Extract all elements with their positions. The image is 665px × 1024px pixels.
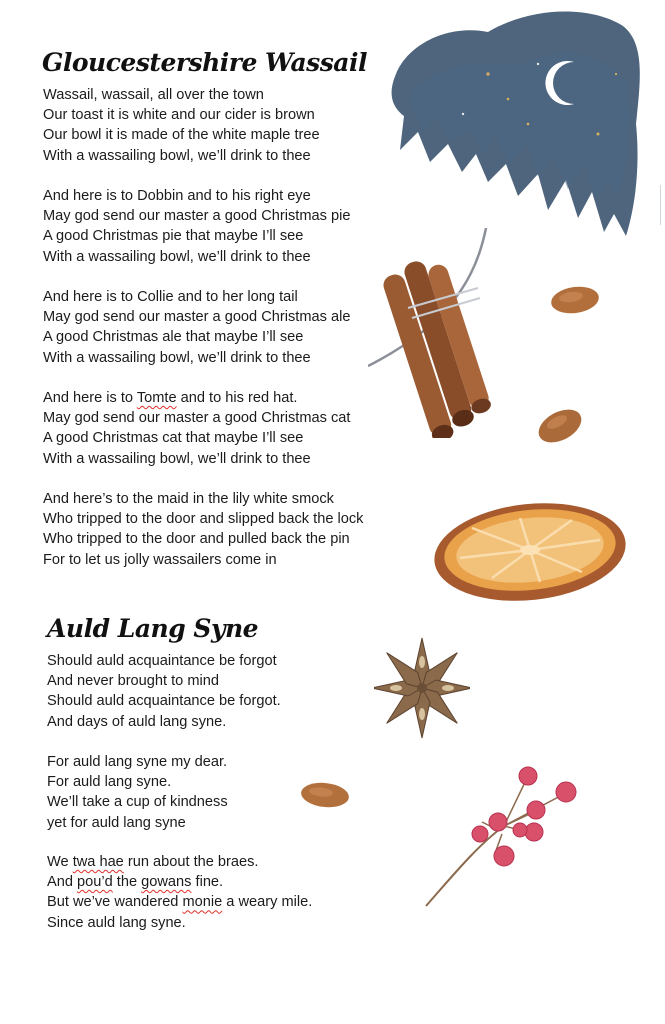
spellcheck-flag: monie	[182, 894, 223, 911]
stanza-auld-3	[47, 852, 312, 933]
night-sky-forest-icon	[378, 4, 648, 242]
stanza-wassail-3	[43, 287, 350, 368]
stanza-auld-2	[47, 752, 228, 833]
lyric-line: And here’s to the maid in the lily white smock	[43, 491, 334, 507]
lyric-line: Should auld acquaintance be forgot	[47, 653, 277, 669]
lyric-line: Should auld acquaintance be forgot.	[47, 693, 281, 710]
page-edge-mark	[660, 185, 661, 225]
lyric-line: And here is to Dobbin and to his right eye	[43, 188, 311, 204]
lyric-line: And never brought to mind	[47, 673, 219, 690]
lyric-line: Who tripped to the door and pulled back the pin	[43, 531, 350, 548]
lyric-line: Our bowl it is made of the white maple tree	[43, 127, 320, 144]
lyric-line: And here is to Tomte and to his red hat.	[43, 390, 298, 406]
lyric-line: A good Christmas ale that maybe I’ll see	[43, 329, 304, 346]
almond-icon	[549, 282, 601, 318]
almond-icon	[535, 404, 585, 448]
lyric-line: For auld lang syne my dear.	[47, 754, 228, 770]
lyric-line: Our toast it is white and our cider is brown	[43, 107, 315, 124]
lyric-line: Since auld lang syne.	[47, 914, 186, 931]
red-berries-branch-icon	[424, 764, 584, 909]
lyric-line: May god send our master a good Christmas pie	[43, 208, 351, 225]
spellcheck-flag: Tomte	[136, 390, 177, 406]
lyric-line: And pou’d the gowans fine.	[47, 874, 224, 891]
cinnamon-sticks-icon	[368, 228, 508, 438]
lyric-line: A good Christmas pie that maybe I’ll see	[43, 228, 304, 245]
stanza-wassail-1	[43, 85, 320, 166]
lyric-line: A good Christmas cat that maybe I’ll see	[43, 430, 304, 447]
spellcheck-flag: twa hae	[72, 854, 124, 870]
stanza-auld-1	[47, 651, 281, 732]
stanza-wassail-4	[43, 388, 350, 469]
song-title-wassail: Gloucestershire Wassail	[42, 48, 367, 77]
lyric-line: yet for auld lang syne	[47, 814, 186, 831]
spellcheck-flag: pou’d	[77, 874, 113, 891]
lyric-line: With a wassailing bowl, we’ll drink to thee	[43, 450, 311, 467]
lyric-line: And here is to Collie and to her long tail	[43, 289, 298, 305]
dried-orange-slice-icon	[432, 500, 632, 605]
lyric-line: We twa hae run about the braes.	[47, 854, 259, 870]
lyric-line: For auld lang syne.	[47, 774, 172, 791]
lyric-line: For to let us jolly wassailers come in	[43, 551, 277, 568]
lyric-line: With a wassailing bowl, we’ll drink to thee	[43, 248, 311, 265]
almond-icon	[299, 778, 351, 812]
lyric-line: And days of auld lang syne.	[47, 713, 227, 730]
star-anise-icon	[374, 636, 470, 740]
lyric-line: Wassail, wassail, all over the town	[43, 87, 264, 103]
lyric-line: May god send our master a good Christmas cat	[43, 410, 351, 427]
spellcheck-flag: gowans	[141, 874, 192, 891]
lyric-line: With a wassailing bowl, we’ll drink to thee	[43, 349, 311, 366]
lyric-line: But we’ve wandered monie a weary mile.	[47, 894, 313, 911]
lyric-line: We’ll take a cup of kindness	[47, 794, 228, 811]
lyric-line: With a wassailing bowl, we’ll drink to thee	[43, 147, 311, 164]
lyric-line: Who tripped to the door and slipped back the lock	[43, 511, 364, 528]
stanza-wassail-2	[43, 186, 350, 267]
song-title-auld-lang-syne: Auld Lang Syne	[47, 614, 259, 643]
lyric-line: May god send our master a good Christmas ale	[43, 309, 351, 326]
stanza-wassail-5	[43, 489, 363, 570]
